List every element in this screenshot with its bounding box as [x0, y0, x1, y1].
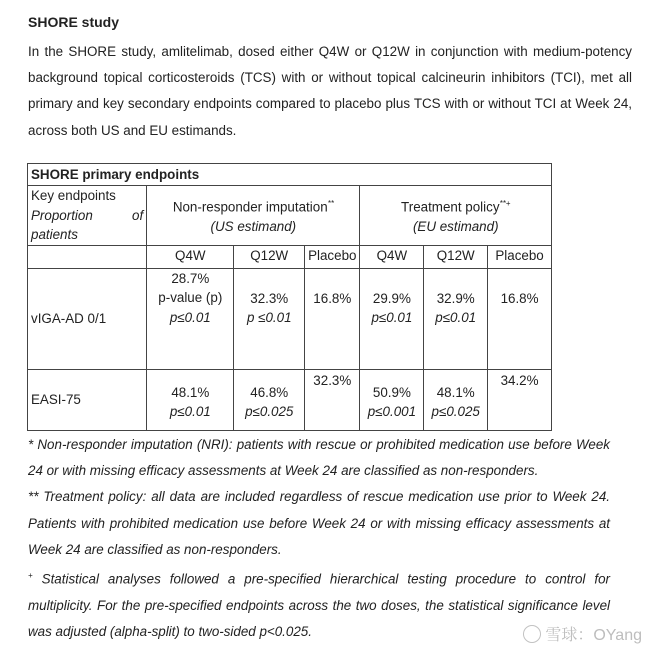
- snowball-logo-icon: [523, 625, 541, 643]
- row-label: vIGA-AD 0/1: [28, 268, 147, 369]
- data-cell: 50.9% p≤0.001: [360, 369, 424, 430]
- col-header: Q4W: [147, 245, 234, 268]
- col-header: Placebo: [488, 245, 552, 268]
- patients-label: patients: [31, 227, 78, 242]
- key-endpoints-cell: [28, 186, 147, 246]
- footnote-treatment-policy: ** Treatment policy: all data are included regardless of rescue medication use prior to Week 24. Patients with prohibited medication use before Week 24 or with missing efficacy assessments at Week 24 are classified as non-responders.: [28, 489, 610, 557]
- intro-paragraph: In the SHORE study, amlitelimab, dosed either Q4W or Q12W in conjunction with medium-potency background topical corticosteroids (TCS) with or without topical calcineurin inhibitors (TCI), met all primary and key secondary endpoints compared to placebo plus TCS with or without TCI at Week 24, across both US and EU estimands.: [28, 44, 632, 138]
- page-heading: SHORE study: [28, 14, 120, 30]
- table-title: SHORE primary endpoints: [28, 164, 552, 186]
- data-cell: 28.7% p-value (p) p≤0.01: [147, 268, 234, 369]
- col-header: Q4W: [360, 245, 424, 268]
- data-cell: 48.1% p≤0.01: [147, 369, 234, 430]
- watermark: 雪球：OYang: [523, 622, 642, 645]
- footnotes: [28, 432, 610, 645]
- data-cell: 32.3%: [305, 369, 360, 430]
- proportion-label: Proportion of: [31, 207, 144, 223]
- data-cell: 32.9% p≤0.01: [424, 268, 488, 369]
- data-cell: 16.8%: [488, 268, 552, 369]
- col-header: Q12W: [424, 245, 488, 268]
- data-cell: 16.8%: [305, 268, 360, 369]
- data-cell: 48.1% p≤0.025: [424, 369, 488, 430]
- dose-header-row: [28, 245, 552, 268]
- nri-header: Non-responder imputation** (US estimand): [147, 186, 360, 246]
- col-header: Placebo: [305, 245, 360, 268]
- col-header: Q12W: [234, 245, 305, 268]
- data-cell: 29.9% p≤0.01: [360, 268, 424, 369]
- endpoints-table: [27, 163, 552, 431]
- data-cell: 34.2%: [488, 369, 552, 430]
- footnote-statistics: + Statistical analyses followed a pre-specified hierarchical testing procedure to control for multiplicity. For the pre-specified endpoints across the two doses, the statistical significance level was adjusted (alpha-split) to two-sided p<0.025.: [28, 571, 610, 639]
- data-cell: 32.3% p ≤0.01: [234, 268, 305, 369]
- key-endpoints-label: Key endpoints: [31, 188, 116, 203]
- table-row: [28, 369, 552, 430]
- table-row: [28, 268, 552, 369]
- data-cell: 46.8% p≤0.025: [234, 369, 305, 430]
- treatment-policy-header: Treatment policy**+ (EU estimand): [360, 186, 552, 246]
- row-label: EASI-75: [28, 369, 147, 430]
- footnote-nri: * Non-responder imputation (NRI): patients with rescue or prohibited medication use before Week 24 or with missing efficacy assessments at Week 24 are classified as non-responders.: [28, 437, 610, 479]
